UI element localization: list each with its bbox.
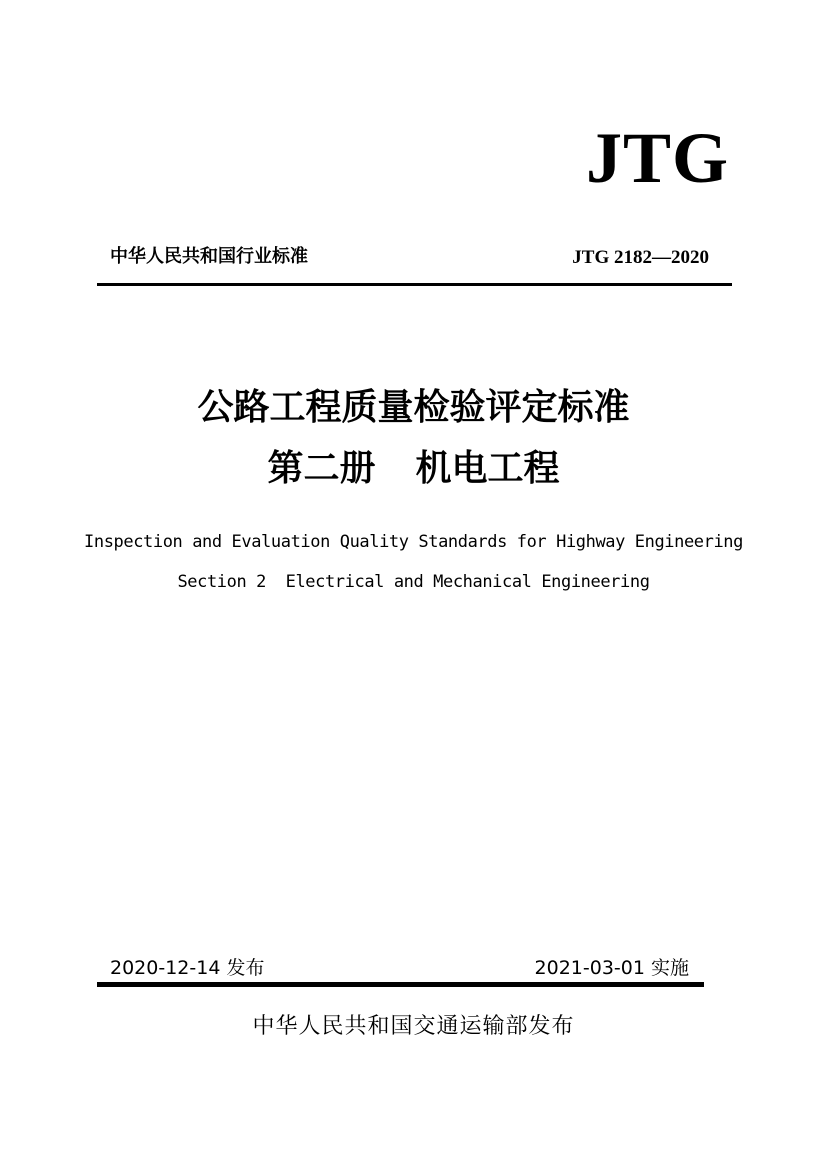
bottom-divider (97, 982, 704, 987)
jtg-logo: JTG (585, 118, 729, 198)
title-english-line2: Section 2 Electrical and Mechanical Engineering (177, 572, 650, 592)
volume-subject: 机电工程 (415, 447, 560, 489)
issue-date: 2020-12-14 发布 (110, 957, 265, 979)
standard-category: 中华人民共和国行业标准 (110, 246, 308, 267)
title-chinese-line1: 公路工程质量检验评定标准 (197, 386, 630, 428)
standard-code: JTG 2182—2020 (572, 247, 709, 268)
top-divider (97, 283, 732, 286)
publisher: 中华人民共和国交通运输部发布 (252, 1014, 575, 1039)
title-chinese-line2 (0, 443, 827, 493)
volume-label: 第二册 (267, 447, 376, 489)
title-english-line1: Inspection and Evaluation Quality Standards for Highway Engineering (84, 532, 743, 552)
implementation-date: 2021-03-01 实施 (534, 957, 689, 979)
